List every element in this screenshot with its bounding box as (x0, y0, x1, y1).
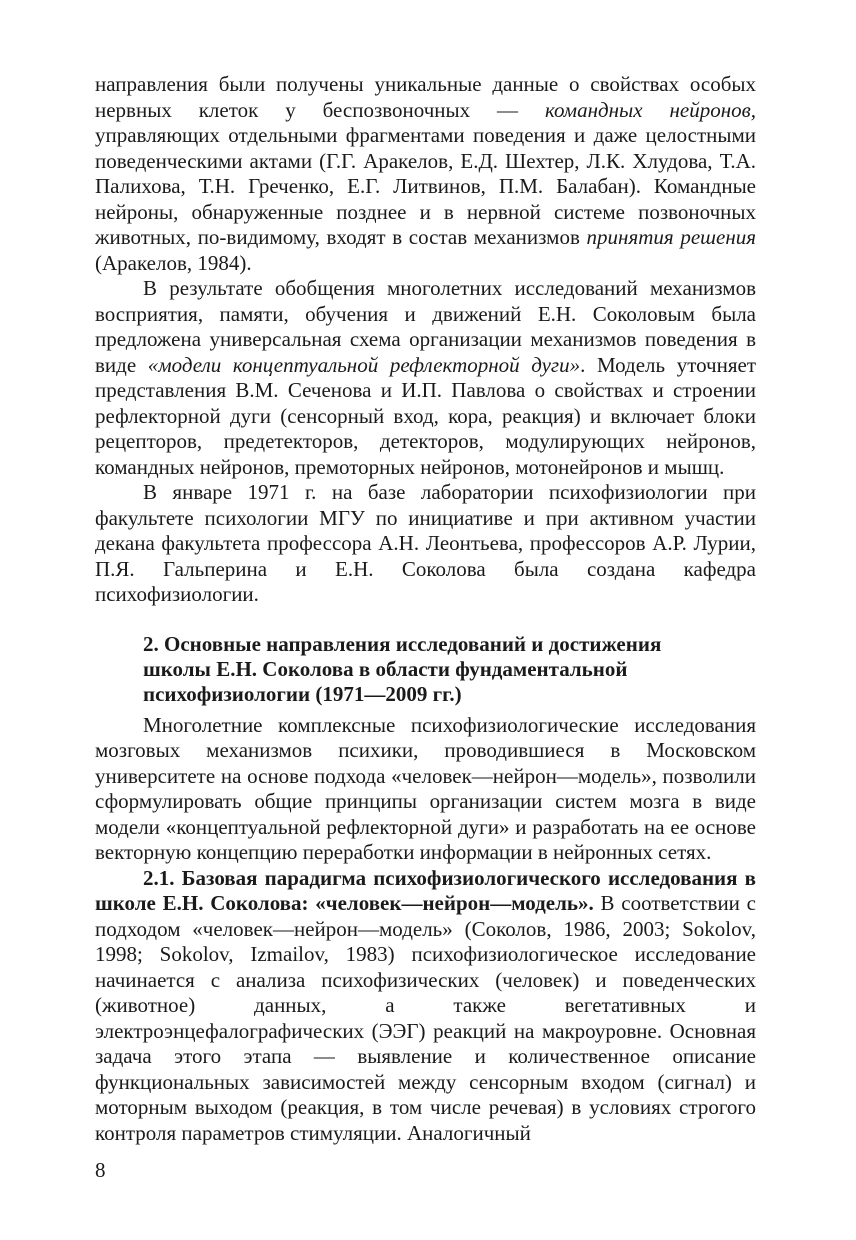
heading-line: 2. Основные направления исследований и достижения (143, 631, 662, 656)
text-run: В соответствии с подходом «человек—нейрон—модель» (Соколов, 1986, 2003; Sokolov, 1998; Sokolov, Izmailov, 1983) психофизиологическое исследование начинается с анализа психофизических (человек) и поведенческих (животное) данных, а также вегетативных и электроэнцефалографических (ЭЭГ) реакций на макроуровне. Основная задача этого этапа — выявление и количественное описание функциональных зависимостей между сенсорным входом (сигнал) и моторным выходом (реакция, в том числе речевая) в условиях строгого контроля параметров стимуляции. Аналогичный (95, 891, 756, 1145)
paragraph-research-overview: Многолетние комплексные психофизиологические исследования мозговых механизмов психики, проводившиеся в Московском университете на основе подхода «человек—нейрон—модель», позволили сформулировать общие принципы организации систем мозга в виде модели «концептуальной рефлекторной дуги» и разработать на ее основе векторную концепцию переработки информации в нейронных сетях. (95, 712, 756, 864)
page-number: 8 (95, 1158, 106, 1182)
italic-term: «модели концептуальной рефлекторной дуги» (147, 352, 581, 377)
text-run: управляющих отдельными фрагментами поведения и даже целостными поведенческими актами (Г.Г. Аракелов, Е.Д. Шехтер, Л.К. Хлудова, Т.А. Палихова, Т.Н. Греченко, Е.Г. Литвинов, П.М. Балабан). Командные нейроны, обнаруженные позднее и в нервной системе позвоночных животных, по-видимому, входят в состав механизмов (95, 123, 756, 249)
body-text (95, 72, 756, 1146)
heading-line: школы Е.Н. Соколова в области фундаментальной (143, 656, 628, 681)
heading-line: психофизиологии (1971—2009 гг.) (143, 681, 462, 706)
italic-term: командных нейронов, (544, 97, 756, 122)
paragraph-command-neurons (95, 72, 756, 276)
italic-term: принятия решения (586, 225, 757, 249)
paragraph-base-paradigm (95, 866, 756, 1147)
text-run: . Модель уточняет представления В.М. Сеченова и И.П. Павлова о свойствах и строении рефлекторной дуги (сенсорный вход, кора, реакция) и включает блоки рецепторов, предетекторов, детекторов, модулирующих нейронов, командных нейронов, премоторных нейронов, мотонейронов и мышц. (95, 352, 757, 479)
paragraph-department-founding: В январе 1971 г. на базе лаборатории психофизиологии при факультете психологии МГУ по инициативе и при активном участии декана факультета профессора А.Н. Леонтьева, профессоров А.Р. Лурии, П.Я. Гальперина и Е.Н. Соколова была создана кафедра психофизиологии. (95, 480, 756, 606)
subsection-title: 2.1. Базовая парадигма психофизиологического исследования в школе Е.Н. Соколова: «человек—нейрон—модель». (95, 865, 756, 915)
paragraph-reflex-arc-model (95, 276, 756, 480)
text-run: В результате обобщения многолетних исследований механизмов восприятия, памяти, обучения и движений Е.Н. Соколовым была предложена универсальная схема организации механизмов поведения в виде (95, 276, 756, 377)
text-run: направления были получены уникальные данные о свойствах особых нервных клеток у беспозвоночных — (95, 72, 756, 122)
section-heading (95, 632, 756, 707)
text-run: (Аракелов, 1984). (95, 250, 252, 275)
